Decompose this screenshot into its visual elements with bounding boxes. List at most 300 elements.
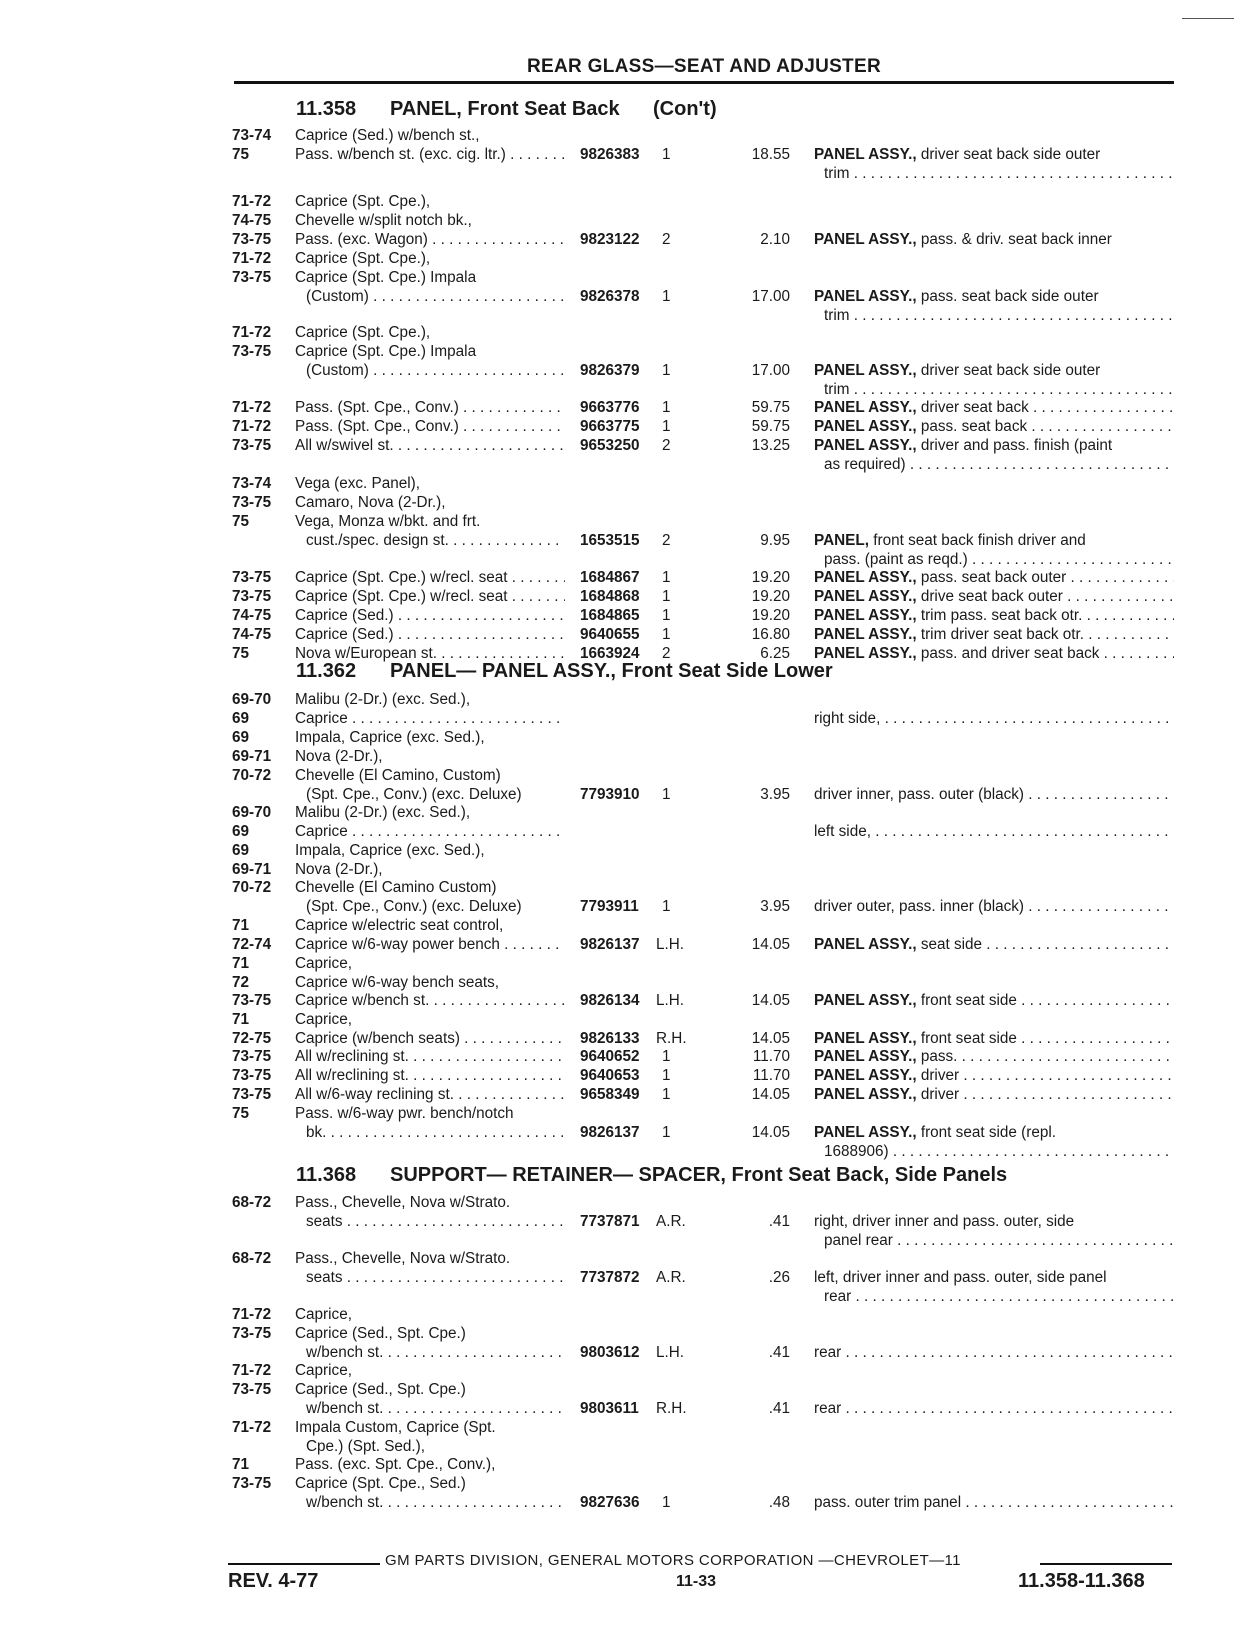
table-row <box>0 417 1238 436</box>
part-number: 9653250 <box>580 437 640 454</box>
table-row <box>0 1212 1238 1231</box>
price: 18.55 <box>751 146 790 163</box>
model-years: 75 <box>232 1105 250 1122</box>
model-years: 73-75 <box>232 437 272 454</box>
table-row <box>0 1380 1238 1399</box>
part-number: 9823122 <box>580 231 640 248</box>
part-name: PANEL ASSY., <box>814 992 917 1009</box>
model-years: 73-75 <box>232 231 272 248</box>
quantity: 2 <box>662 645 671 662</box>
part-description <box>814 1212 1174 1231</box>
table-row <box>0 1085 1238 1104</box>
part-detail: rear <box>824 1288 852 1305</box>
part-detail: 1688906) <box>824 1143 889 1160</box>
application-desc: Malibu (2-Dr.) (exc. Sed.), <box>295 691 471 708</box>
application-desc: Vega, Monza w/bkt. and frt. <box>295 513 481 530</box>
table-row <box>0 1418 1238 1437</box>
part-name: PANEL ASSY., <box>814 1048 917 1065</box>
part-description <box>814 1343 1174 1362</box>
quantity: 1 <box>662 786 671 803</box>
table-row <box>0 973 1238 992</box>
model-years: 72-75 <box>232 1030 272 1047</box>
model-years: 70-72 <box>232 879 272 896</box>
part-description <box>814 991 1174 1010</box>
part-detail: driver <box>916 1067 960 1084</box>
part-description <box>814 398 1174 417</box>
model-years: 73-75 <box>232 1048 272 1065</box>
table-row <box>0 625 1238 644</box>
model-years: 73-75 <box>232 1475 272 1492</box>
price: 3.95 <box>760 898 790 915</box>
table-row <box>0 728 1238 747</box>
application-desc: Caprice, <box>295 1306 352 1323</box>
application-desc: Caprice (Sed.) . . . <box>295 606 565 625</box>
table-row <box>0 1029 1238 1048</box>
price: .41 <box>768 1344 790 1361</box>
price: .48 <box>768 1494 790 1511</box>
table-row <box>0 268 1238 287</box>
table-row <box>0 1493 1238 1512</box>
group-range: 11.358-11.368 <box>1018 1570 1145 1592</box>
quantity: 1 <box>662 288 671 305</box>
table-row <box>0 1010 1238 1029</box>
part-description <box>814 361 1174 380</box>
quantity: 1 <box>662 1067 671 1084</box>
part-detail: trim <box>824 165 850 182</box>
section-number: 11.358 <box>296 98 357 120</box>
application-desc: All w/6-way reclining st. . . . <box>295 1085 565 1104</box>
table-row <box>0 766 1238 785</box>
quantity: 2 <box>662 231 671 248</box>
application-desc: seats . . . <box>306 1212 565 1231</box>
price: 13.25 <box>751 437 790 454</box>
part-description <box>814 1029 1174 1048</box>
application-desc: Caprice (Spt. Cpe.) Impala <box>295 343 477 360</box>
quantity: A.R. <box>656 1269 686 1286</box>
part-description <box>814 644 1174 663</box>
part-detail: front seat side (repl. <box>916 1124 1057 1141</box>
quantity: 1 <box>662 1124 671 1141</box>
table-row <box>0 1361 1238 1380</box>
part-number: 9640652 <box>580 1048 640 1065</box>
part-description <box>814 1399 1174 1418</box>
part-number: 7793911 <box>580 898 639 915</box>
model-years: 73-75 <box>232 1381 272 1398</box>
part-detail: rear <box>814 1344 842 1361</box>
part-number: 1684865 <box>580 607 640 624</box>
table-row <box>0 164 1238 183</box>
section-heading <box>0 660 1238 690</box>
footer-rule-left <box>228 1563 380 1565</box>
quantity: 1 <box>662 588 671 605</box>
model-years: 69 <box>232 710 250 727</box>
model-years: 73-74 <box>232 127 272 144</box>
part-description <box>814 897 1174 916</box>
part-detail: driver seat back side outer <box>916 146 1101 163</box>
application-desc: Caprice (Spt. Cpe.) w/recl. seat . . . <box>295 587 565 606</box>
section-title: PANEL, Front Seat Back (Con't) <box>390 98 717 120</box>
part-name: PANEL ASSY., <box>814 645 917 662</box>
part-number: 9826134 <box>580 992 640 1009</box>
section-title: PANEL— PANEL ASSY., Front Seat Side Lower <box>390 660 833 682</box>
part-description <box>824 1231 1174 1250</box>
application-desc: Caprice . . . <box>295 709 565 728</box>
table-row <box>0 606 1238 625</box>
part-name: PANEL ASSY., <box>814 437 917 454</box>
application-desc: Caprice w/6-way power bench . . . <box>295 935 565 954</box>
application-desc: Pass. (Spt. Cpe., Conv.) . . . <box>295 417 565 436</box>
part-detail: driver inner, pass. outer (black) <box>814 786 1024 803</box>
price: 14.05 <box>751 1124 790 1141</box>
model-years: 69 <box>232 823 250 840</box>
application-desc: Caprice (Spt. Cpe.) Impala <box>295 269 477 286</box>
application-desc: Caprice w/electric seat control, <box>295 917 504 934</box>
application-desc: Nova (2-Dr.), <box>295 748 383 765</box>
application-desc: Cpe.) (Spt. Sed.), <box>306 1438 426 1455</box>
table-row <box>0 747 1238 766</box>
price: 17.00 <box>751 288 790 305</box>
table-row <box>0 126 1238 145</box>
part-number: 9826383 <box>580 146 640 163</box>
application-desc: Caprice (Spt. Cpe., Sed.) <box>295 1475 466 1492</box>
part-description <box>824 455 1174 474</box>
application-desc: Pass. w/bench st. (exc. cig. ltr.) . . . <box>295 145 565 164</box>
part-number: 9827636 <box>580 1494 640 1511</box>
part-number: 7737871 <box>580 1213 640 1230</box>
price: 3.95 <box>760 786 790 803</box>
part-description <box>814 935 1174 954</box>
part-description <box>824 550 1174 569</box>
model-years: 75 <box>232 513 250 530</box>
part-number: 1684868 <box>580 588 640 605</box>
table-row <box>0 991 1238 1010</box>
part-detail: driver and pass. finish (paint <box>916 437 1113 454</box>
application-desc: Nova (2-Dr.), <box>295 861 383 878</box>
table-row <box>0 145 1238 164</box>
model-years: 68-72 <box>232 1250 272 1267</box>
footer-corporation: GM PARTS DIVISION, GENERAL MOTORS CORPORATION —CHEVROLET—11 <box>385 1552 961 1569</box>
revision-label: REV. 4-77 <box>228 1570 319 1592</box>
table-row <box>0 436 1238 455</box>
part-detail: right, driver inner and pass. outer, side <box>814 1213 1075 1230</box>
model-years: 71 <box>232 955 250 972</box>
part-detail: left side, <box>814 823 871 840</box>
part-number: 9663775 <box>580 418 640 435</box>
part-description <box>824 380 1174 399</box>
table-row <box>0 1343 1238 1362</box>
application-desc: Impala Custom, Caprice (Spt. <box>295 1419 496 1436</box>
model-years: 73-75 <box>232 343 272 360</box>
application-desc: Caprice, <box>295 955 352 972</box>
model-years: 73-75 <box>232 569 272 586</box>
application-desc: Caprice (Spt. Cpe.), <box>295 193 431 210</box>
model-years: 73-75 <box>232 992 272 1009</box>
quantity: 1 <box>662 1494 671 1511</box>
part-number: 9826137 <box>580 1124 640 1141</box>
table-row <box>0 455 1238 474</box>
price: .41 <box>768 1400 790 1417</box>
price: 9.95 <box>760 532 790 549</box>
table-row <box>0 644 1238 663</box>
quantity: L.H. <box>656 1344 685 1361</box>
model-years: 71 <box>232 1456 250 1473</box>
part-number: 9826133 <box>580 1030 640 1047</box>
table-row <box>0 512 1238 531</box>
part-detail: pass. seat back side outer <box>916 288 1099 305</box>
application-desc: (Custom) . . . <box>306 361 565 380</box>
model-years: 69-71 <box>232 861 272 878</box>
table-row <box>0 587 1238 606</box>
part-description <box>814 230 1174 249</box>
quantity: 1 <box>662 1086 671 1103</box>
price: 17.00 <box>751 362 790 379</box>
part-detail: trim <box>824 381 850 398</box>
part-detail: front seat side <box>916 992 1017 1009</box>
application-desc: Pass. w/6-way pwr. bench/notch <box>295 1105 514 1122</box>
table-row <box>0 1268 1238 1287</box>
table-row <box>0 690 1238 709</box>
table-row <box>0 249 1238 268</box>
application-desc: Pass., Chevelle, Nova w/Strato. <box>295 1194 511 1211</box>
model-years: 73-75 <box>232 588 272 605</box>
table-row <box>0 785 1238 804</box>
part-detail: as required) <box>824 456 906 473</box>
part-name: PANEL ASSY., <box>814 936 917 953</box>
part-detail: pass. and driver seat back <box>916 645 1100 662</box>
part-description <box>814 709 1174 728</box>
header-rule <box>234 81 1174 84</box>
table-row <box>0 361 1238 380</box>
section-number: 11.368 <box>296 1164 357 1186</box>
model-years: 73-75 <box>232 1086 272 1103</box>
part-description <box>814 822 1174 841</box>
price: 19.20 <box>751 607 790 624</box>
table-row <box>0 493 1238 512</box>
table-row <box>0 380 1238 399</box>
table-row <box>0 1193 1238 1212</box>
section-title: SUPPORT— RETAINER— SPACER, Front Seat Back, Side Panels <box>390 1164 1008 1186</box>
price: .26 <box>768 1269 790 1286</box>
quantity: 1 <box>662 1048 671 1065</box>
model-years: 71-72 <box>232 399 272 416</box>
quantity: 1 <box>662 898 671 915</box>
quantity: A.R. <box>656 1213 686 1230</box>
part-description <box>814 436 1174 455</box>
quantity: 1 <box>662 418 671 435</box>
quantity: 2 <box>662 437 671 454</box>
part-detail: pass. <box>916 1048 958 1065</box>
table-row <box>0 1305 1238 1324</box>
application-desc: bk. . . . <box>306 1123 565 1142</box>
price: 14.05 <box>751 992 790 1009</box>
part-detail: panel rear <box>824 1232 893 1249</box>
application-desc: Impala, Caprice (exc. Sed.), <box>295 842 485 859</box>
application-desc: Impala, Caprice (exc. Sed.), <box>295 729 485 746</box>
part-detail: pass. seat back outer <box>916 569 1067 586</box>
table-row <box>0 342 1238 361</box>
table-row <box>0 860 1238 879</box>
quantity: 1 <box>662 626 671 643</box>
quantity: L.H. <box>656 936 685 953</box>
table-row <box>0 323 1238 342</box>
application-desc: Camaro, Nova (2-Dr.), <box>295 494 446 511</box>
table-row <box>0 398 1238 417</box>
part-name: PANEL ASSY., <box>814 1030 917 1047</box>
quantity: R.H. <box>656 1400 687 1417</box>
part-description <box>814 145 1174 164</box>
part-detail: pass. seat back <box>916 418 1028 435</box>
price: .41 <box>768 1213 790 1230</box>
table-row <box>0 935 1238 954</box>
application-desc: Pass., Chevelle, Nova w/Strato. <box>295 1250 511 1267</box>
table-row <box>0 1104 1238 1123</box>
part-detail: trim pass. seat back otr. <box>916 607 1083 624</box>
model-years: 70-72 <box>232 767 272 784</box>
part-detail: pass. & driv. seat back inner <box>916 231 1112 248</box>
application-desc: Caprice (Sed., Spt. Cpe.) <box>295 1381 466 1398</box>
part-number: 1684867 <box>580 569 640 586</box>
application-desc: cust./spec. design st. . . . <box>306 531 565 550</box>
table-row <box>0 1474 1238 1493</box>
model-years: 71 <box>232 917 250 934</box>
model-years: 73-75 <box>232 494 272 511</box>
part-number: 9658349 <box>580 1086 640 1103</box>
application-desc: All w/swivel st. . . . <box>295 436 565 455</box>
part-description <box>824 1287 1174 1306</box>
part-detail: seat side <box>916 936 983 953</box>
part-detail: front seat back finish driver and <box>868 532 1086 549</box>
application-desc: Malibu (2-Dr.) (exc. Sed.), <box>295 804 471 821</box>
model-years: 72-74 <box>232 936 272 953</box>
model-years: 69-71 <box>232 748 272 765</box>
part-description <box>814 625 1174 644</box>
part-number: 9803612 <box>580 1344 640 1361</box>
part-detail: driver <box>916 1086 960 1103</box>
table-row <box>0 916 1238 935</box>
part-name: PANEL ASSY., <box>814 588 917 605</box>
model-years: 71-72 <box>232 1419 272 1436</box>
application-desc: Chevelle (El Camino, Custom) <box>295 767 501 784</box>
application-desc: Chevelle w/split notch bk., <box>295 212 472 229</box>
part-name: PANEL ASSY., <box>814 418 917 435</box>
model-years: 69-70 <box>232 691 272 708</box>
table-row <box>0 1249 1238 1268</box>
part-description <box>814 287 1174 306</box>
application-desc: w/bench st. . . . <box>306 1343 565 1362</box>
model-years: 68-72 <box>232 1194 272 1211</box>
part-number: 9663776 <box>580 399 640 416</box>
table-row <box>0 803 1238 822</box>
application-desc: Caprice (Sed.) w/bench st., <box>295 127 480 144</box>
model-years: 73-75 <box>232 1067 272 1084</box>
part-name: PANEL ASSY., <box>814 1086 917 1103</box>
part-detail: rear <box>814 1400 842 1417</box>
part-number: 9640655 <box>580 626 640 643</box>
application-desc: Caprice (Sed.) . . . <box>295 625 565 644</box>
part-description <box>814 1047 1174 1066</box>
model-years: 71-72 <box>232 1362 272 1379</box>
application-desc: Pass. (exc. Spt. Cpe., Conv.), <box>295 1456 496 1473</box>
application-desc: Vega (exc. Panel), <box>295 475 420 492</box>
application-desc: Nova w/European st. . . . <box>295 644 565 663</box>
part-description <box>814 587 1174 606</box>
table-row <box>0 287 1238 306</box>
model-years: 74-75 <box>232 607 272 624</box>
quantity: 1 <box>662 399 671 416</box>
model-years: 71 <box>232 1011 250 1028</box>
page-number: 11-33 <box>676 1573 717 1590</box>
model-years: 74-75 <box>232 626 272 643</box>
part-name: PANEL ASSY., <box>814 569 917 586</box>
table-row <box>0 954 1238 973</box>
table-row <box>0 211 1238 230</box>
application-desc: (Custom) . . . <box>306 287 565 306</box>
application-desc: Caprice (Spt. Cpe.) w/recl. seat . . . <box>295 568 565 587</box>
model-years: 73-75 <box>232 1325 272 1342</box>
part-name: PANEL ASSY., <box>814 607 917 624</box>
table-row <box>0 1399 1238 1418</box>
application-desc: Caprice (Sed., Spt. Cpe.) <box>295 1325 466 1342</box>
part-number: 9826379 <box>580 362 640 379</box>
application-desc: Caprice, <box>295 1011 352 1028</box>
table-row <box>0 1047 1238 1066</box>
part-description <box>814 1493 1174 1512</box>
price: 16.80 <box>751 626 790 643</box>
model-years: 75 <box>232 645 250 662</box>
model-years: 74-75 <box>232 212 272 229</box>
footer-rule-right <box>1040 1563 1172 1565</box>
price: 19.20 <box>751 569 790 586</box>
price: 11.70 <box>752 1048 790 1065</box>
table-row <box>0 531 1238 550</box>
quantity: 1 <box>662 362 671 379</box>
part-detail: left, driver inner and pass. outer, side panel <box>814 1269 1107 1286</box>
table-row <box>0 1123 1238 1142</box>
part-number: 9640653 <box>580 1067 640 1084</box>
part-description <box>814 1268 1174 1287</box>
model-years: 73-75 <box>232 269 272 286</box>
section-heading <box>0 98 1238 128</box>
table-row <box>0 568 1238 587</box>
table-row <box>0 474 1238 493</box>
part-name: PANEL ASSY., <box>814 1067 917 1084</box>
part-detail: trim <box>824 307 850 324</box>
table-row <box>0 1324 1238 1343</box>
application-desc: Caprice, <box>295 1362 352 1379</box>
part-name: PANEL ASSY., <box>814 146 917 163</box>
application-desc: Caprice w/bench st. . . . <box>295 991 565 1010</box>
application-desc: w/bench st. . . . <box>306 1399 565 1418</box>
part-name: PANEL ASSY., <box>814 1124 917 1141</box>
part-number: 9803611 <box>580 1400 639 1417</box>
part-detail: trim driver seat back otr. <box>916 626 1085 643</box>
model-years: 71-72 <box>232 418 272 435</box>
quantity: L.H. <box>656 992 685 1009</box>
application-desc: Caprice (w/bench seats) . . . <box>295 1029 565 1048</box>
application-desc: Pass. (Spt. Cpe., Conv.) . . . <box>295 398 565 417</box>
part-number: 7793910 <box>580 786 640 803</box>
application-desc: Chevelle (El Camino Custom) <box>295 879 497 896</box>
page-header: REAR GLASS—SEAT AND ADJUSTER <box>527 56 881 77</box>
part-number: 9826378 <box>580 288 640 305</box>
application-desc: w/bench st. . . . <box>306 1493 565 1512</box>
part-description <box>824 164 1174 183</box>
price: 14.05 <box>751 936 790 953</box>
part-detail: front seat side <box>916 1030 1017 1047</box>
part-description <box>814 531 1174 550</box>
quantity: 1 <box>662 607 671 624</box>
price: 11.70 <box>752 1067 790 1084</box>
